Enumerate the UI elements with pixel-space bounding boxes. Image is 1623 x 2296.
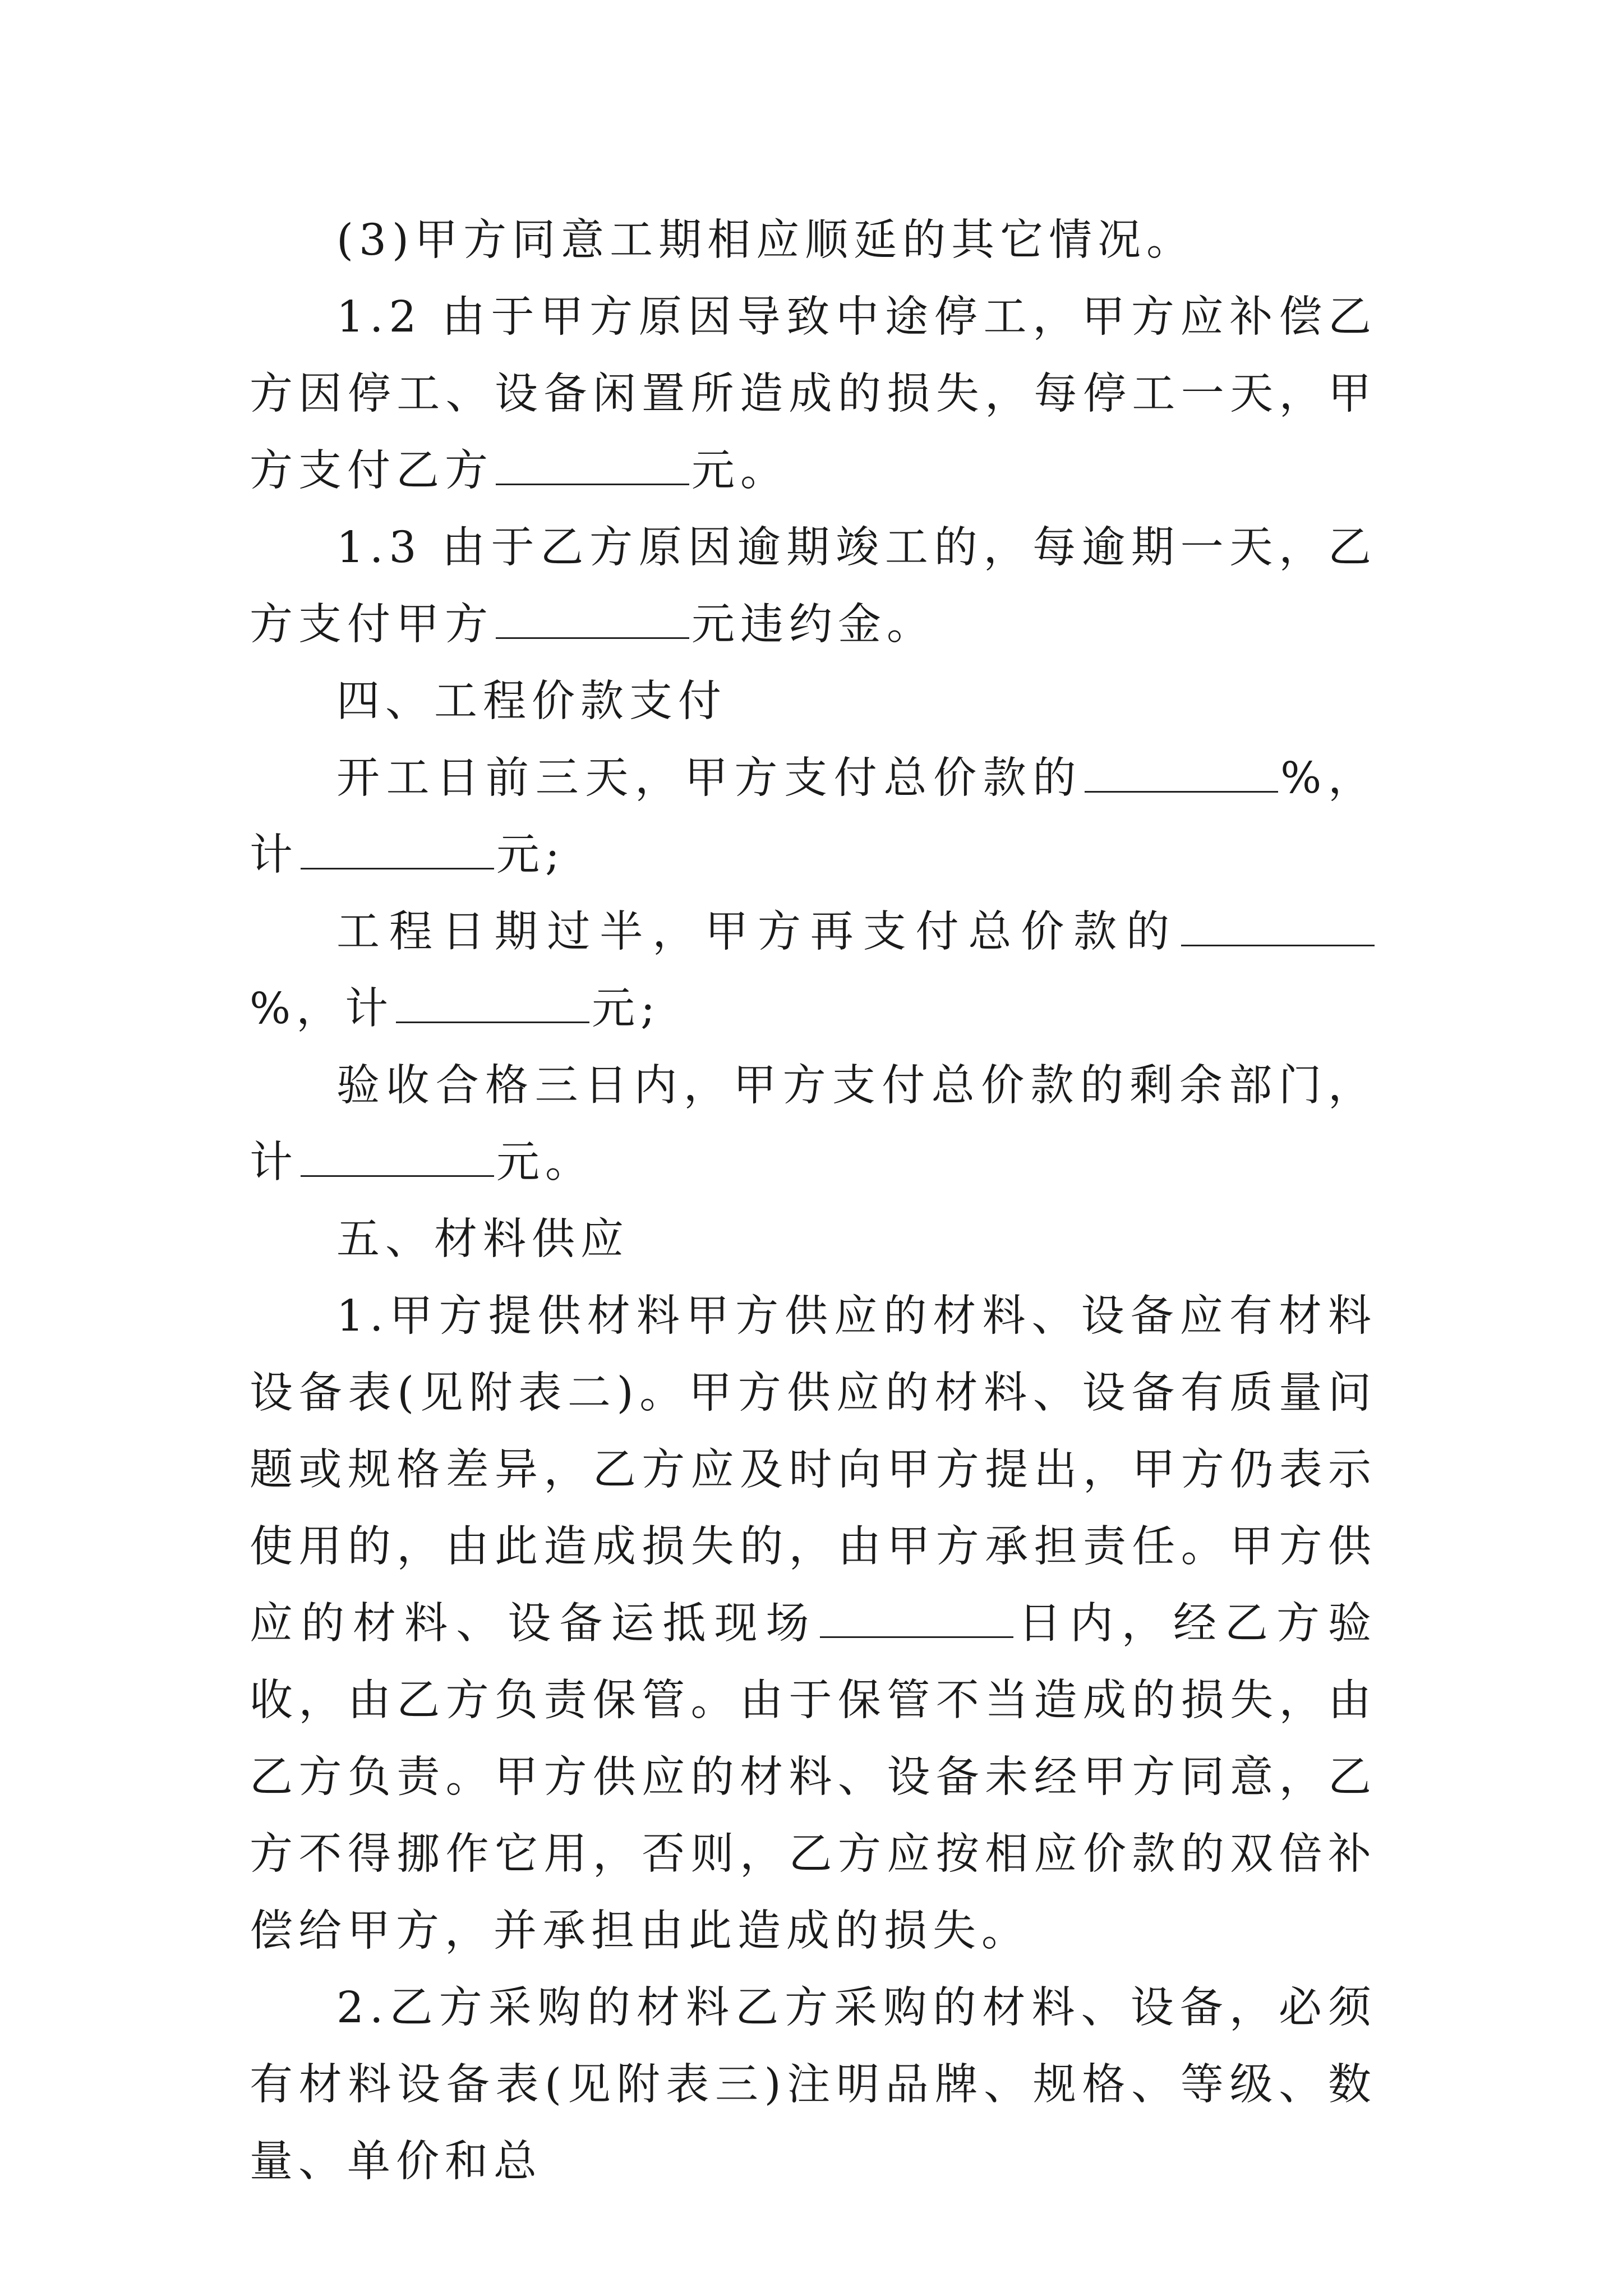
text-segment: 日内，经乙方验收，由乙方负责保管。由于保管不当造成的损失，由乙方负责。甲方供应的材料、设备未经甲方同意，乙方不得挪作它用，否则，乙方应按相应价款的双倍补偿给甲方，并承担由此造成的损失。 <box>250 1599 1377 1956</box>
fill-in-blank[interactable] <box>496 444 689 485</box>
text-segment: %，计 <box>250 753 1377 880</box>
heading-text: 五、材料供应 <box>336 1214 629 1264</box>
section-heading-payment <box>250 663 1377 740</box>
fill-in-blank[interactable] <box>301 829 494 869</box>
fill-in-blank[interactable] <box>1181 905 1375 946</box>
paragraph-payment-start <box>250 740 1377 894</box>
paragraph-payment-acceptance <box>250 1047 1377 1201</box>
heading-text: 四、工程价款支付 <box>336 677 727 726</box>
text-segment: 元违约金。 <box>691 600 935 650</box>
text-segment: 2.乙方采购的材料乙方采购的材料、设备，必须有材料设备表(见附表三)注明品牌、规格、等级、数量、单价和总 <box>250 1983 1377 2187</box>
fill-in-blank[interactable] <box>396 982 589 1023</box>
text-segment: 工程日期过半，甲方再支付总价款的 <box>336 907 1179 957</box>
paragraph-1-2-stoppage-compensation <box>250 279 1377 509</box>
fill-in-blank[interactable] <box>301 1136 494 1177</box>
fill-in-blank[interactable] <box>820 1597 1013 1638</box>
paragraph-1-3-overdue-penalty <box>250 509 1377 663</box>
text-segment: %，计 <box>250 984 394 1034</box>
paragraph-3-other-delay <box>250 202 1377 279</box>
text-segment: 验收合格三日内，甲方支付总价款的剩余部门，计 <box>250 1061 1377 1188</box>
text-segment: 1.甲方提供材料甲方供应的材料、设备应有材料设备表(见附表二)。甲方供应的材料、设备有质量问题或规格差异，乙方应及时向甲方提出，甲方仍表示使用的，由此造成损失的，由甲方承担责任。甲方供应的材料、设备运抵现场 <box>250 1291 1377 1649</box>
paragraph-materials-party-b <box>250 1970 1377 2200</box>
contract-body <box>250 202 1377 2200</box>
text-segment: 元。 <box>691 446 789 496</box>
section-heading-materials <box>250 1201 1377 1278</box>
fill-in-blank[interactable] <box>1085 752 1278 793</box>
paragraph-payment-midway <box>250 894 1377 1047</box>
text-segment: 元。 <box>496 1138 594 1188</box>
paragraph-materials-party-a <box>250 1278 1377 1970</box>
text-segment: (3)甲方同意工期相应顺延的其它情况。 <box>336 215 1196 265</box>
text-segment: 元; <box>592 984 661 1034</box>
text-segment: 1.3 由于乙方原因逾期竣工的，每逾期一天，乙方支付甲方 <box>250 523 1377 650</box>
text-segment: 元; <box>496 830 565 880</box>
text-segment: 1.2 由于甲方原因导致中途停工，甲方应补偿乙方因停工、设备闲置所造成的损失，每停工一天，甲方支付乙方 <box>250 292 1377 496</box>
fill-in-blank[interactable] <box>496 598 689 639</box>
text-segment: 开工日前三天，甲方支付总价款的 <box>336 753 1083 803</box>
